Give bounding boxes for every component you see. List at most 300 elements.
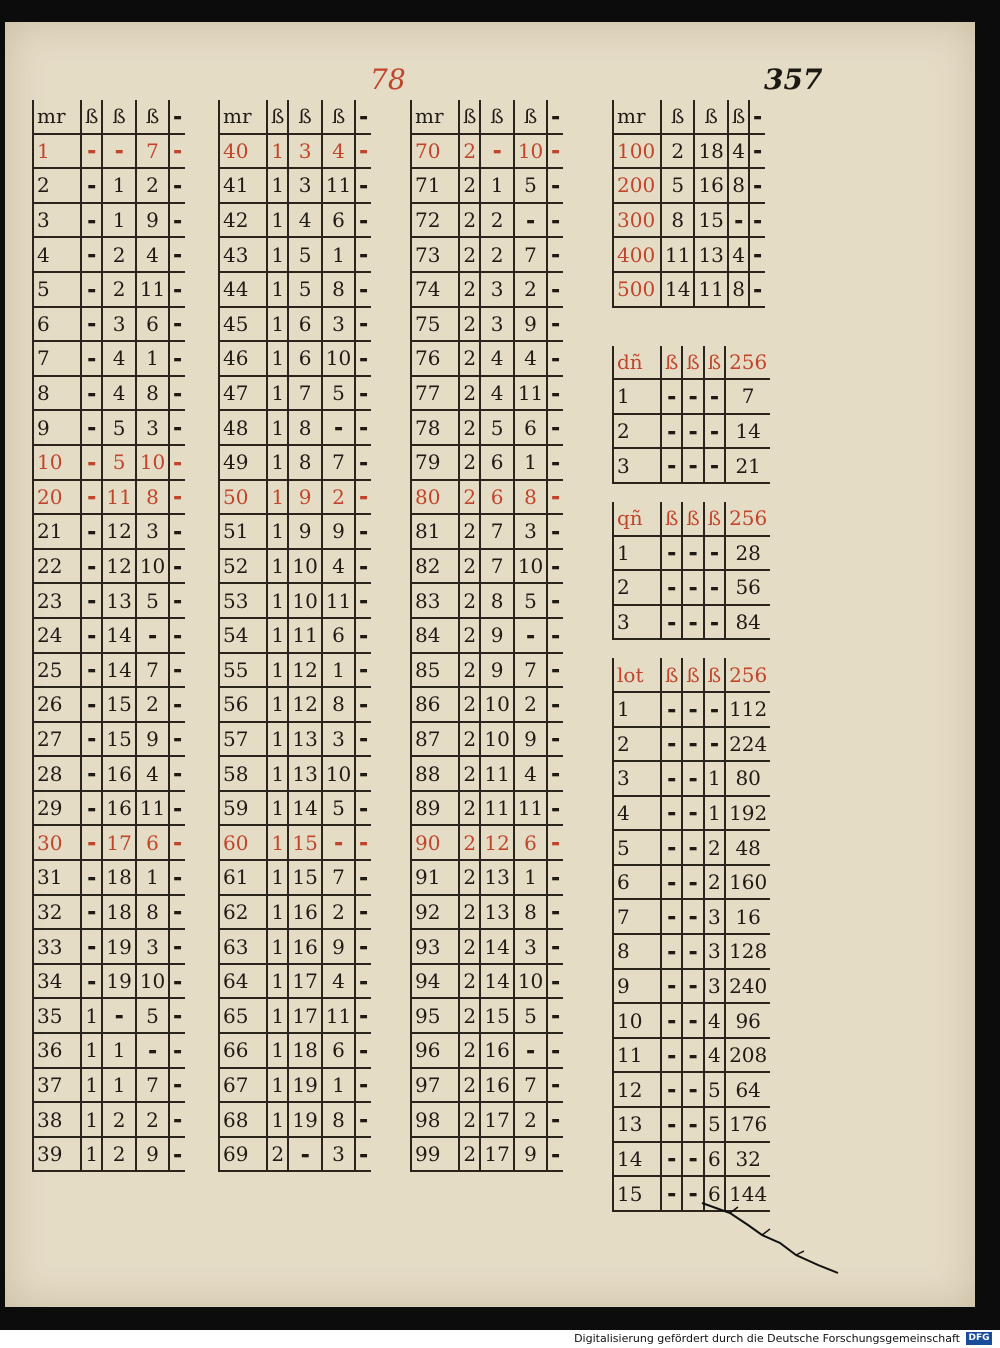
- ledger-row: [33, 618, 185, 653]
- ledger-cell: 9: [136, 1137, 169, 1172]
- ledger-cell: 1: [267, 203, 288, 238]
- ledger-cell: 9: [480, 653, 513, 688]
- ledger-cell: 2: [136, 168, 169, 203]
- ledger-cell: 1: [267, 341, 288, 376]
- ledger-cell: 4: [136, 237, 169, 272]
- ledger-row: [613, 570, 770, 605]
- ledger-cell: [169, 480, 185, 515]
- ledger-cell: 20: [33, 480, 81, 515]
- ledger-cell: 2: [136, 1102, 169, 1137]
- ledger-cell: 1: [267, 376, 288, 411]
- ledger-cell: [661, 830, 682, 865]
- ledger-cell: 6: [288, 341, 321, 376]
- ledger-cell: 10: [136, 549, 169, 584]
- ledger-cell: [682, 969, 703, 1004]
- ledger-cell: [704, 605, 725, 640]
- ledger-cell: 45: [219, 307, 267, 342]
- ledger-cell: 56: [219, 687, 267, 722]
- ledger-cell: 81: [411, 514, 459, 549]
- ledger-cell: 1: [136, 341, 169, 376]
- ledger-cell: 2: [33, 168, 81, 203]
- ledger-cell: 5: [136, 998, 169, 1033]
- ledger-cell: 1: [322, 237, 355, 272]
- ledger-cell: 6: [136, 825, 169, 860]
- ledger-cell: 14: [480, 964, 513, 999]
- ledger-cell: 2: [459, 549, 480, 584]
- ledger-cell: 3: [136, 929, 169, 964]
- ledger-cell: [661, 692, 682, 727]
- ledger-cell: [547, 410, 563, 445]
- ledger-cell: 1: [613, 536, 661, 571]
- ledger-cell: 160: [725, 865, 770, 900]
- ledger-cell: [682, 727, 703, 762]
- ledger-cell: 3: [322, 307, 355, 342]
- ledger-cell: 128: [725, 934, 770, 969]
- ledger-row: [613, 536, 770, 571]
- ledger-cell: lot: [613, 658, 661, 692]
- ledger-cell: 2: [459, 134, 480, 169]
- ledger-cell: 2: [613, 727, 661, 762]
- ledger-cell: 96: [725, 1003, 770, 1038]
- ledger-cell: 1: [102, 203, 135, 238]
- ledger-cell: 7: [322, 860, 355, 895]
- ledger-cell: [682, 865, 703, 900]
- ledger-cell: 1: [480, 168, 513, 203]
- ledger-cell: 2: [102, 237, 135, 272]
- ledger-cell: 72: [411, 203, 459, 238]
- ledger-cell: 57: [219, 722, 267, 757]
- ledger-cell: [547, 480, 563, 515]
- ledger-row: [33, 272, 185, 307]
- ledger-cell: 1: [267, 860, 288, 895]
- ledger-cell: 2: [459, 168, 480, 203]
- ledger-cell: [355, 756, 371, 791]
- ledger-row: [219, 653, 371, 688]
- ledger-row: [411, 168, 563, 203]
- ledger-row: [613, 865, 770, 900]
- ledger-row: [411, 860, 563, 895]
- ledger-cell: 16: [725, 899, 770, 934]
- ledger-cell: 2: [613, 414, 661, 449]
- ledger-row: [33, 410, 185, 445]
- ledger-cell: 176: [725, 1107, 770, 1142]
- ledger-cell: 17: [480, 1137, 513, 1172]
- ledger-cell: 2: [322, 480, 355, 515]
- ledger-cell: 3: [322, 1137, 355, 1172]
- ledger-table-4-section-3: [612, 658, 770, 1212]
- ledger-cell: 4: [728, 134, 749, 169]
- ledger-cell: 84: [411, 618, 459, 653]
- ledger-cell: [81, 860, 102, 895]
- ledger-cell: ß: [661, 502, 682, 536]
- ledger-cell: qñ: [613, 502, 661, 536]
- ledger-cell: 18: [694, 134, 727, 169]
- ledger-row: [411, 1137, 563, 1172]
- ledger-cell: 6: [480, 480, 513, 515]
- ledger-cell: 3: [102, 307, 135, 342]
- ledger-cell: 82: [411, 549, 459, 584]
- ledger-cell: [661, 605, 682, 640]
- ledger-cell: 10: [288, 583, 321, 618]
- ledger-row: [219, 1102, 371, 1137]
- ledger-cell: 1: [267, 998, 288, 1033]
- ledger-row: [33, 964, 185, 999]
- ledger-cell: 4: [322, 134, 355, 169]
- ledger-cell: 65: [219, 998, 267, 1033]
- ledger-cell: 2: [704, 830, 725, 865]
- footer-bar: [0, 1330, 1000, 1348]
- ledger-cell: [547, 549, 563, 584]
- ledger-cell: 47: [219, 376, 267, 411]
- ledger-cell: 200: [613, 168, 661, 203]
- ledger-cell: 7: [613, 899, 661, 934]
- ledger-cell: [547, 203, 563, 238]
- ledger-cell: mr: [613, 100, 661, 134]
- ledger-cell: 9: [514, 307, 547, 342]
- ledger-cell: 11: [514, 791, 547, 826]
- ledger-cell: [547, 514, 563, 549]
- ledger-cell: 10: [480, 722, 513, 757]
- ledger-header-row: [613, 502, 770, 536]
- ledger-cell: 8: [480, 583, 513, 618]
- ledger-cell: 192: [725, 796, 770, 831]
- ledger-cell: [81, 168, 102, 203]
- ledger-cell: 14: [613, 1142, 661, 1177]
- ledger-cell: 16: [694, 168, 727, 203]
- ledger-cell: ß: [694, 100, 727, 134]
- ledger-cell: [81, 583, 102, 618]
- ledger-cell: ß: [136, 100, 169, 134]
- ledger-cell: [81, 272, 102, 307]
- ledger-cell: 11: [102, 480, 135, 515]
- ledger-cell: 2: [459, 895, 480, 930]
- ledger-cell: 4: [288, 203, 321, 238]
- ledger-cell: [81, 203, 102, 238]
- ledger-cell: 112: [725, 692, 770, 727]
- ledger-cell: 4: [613, 796, 661, 831]
- ledger-cell: [547, 237, 563, 272]
- ledger-cell: 8: [136, 376, 169, 411]
- ledger-cell: 21: [33, 514, 81, 549]
- ledger-cell: [514, 1033, 547, 1068]
- footer-text: Digitalisierung gefördert durch die Deutsche Forschungsgemeinschaft: [574, 1332, 960, 1345]
- ledger-cell: 99: [411, 1137, 459, 1172]
- ledger-cell: 24: [33, 618, 81, 653]
- ledger-cell: 2: [459, 1033, 480, 1068]
- ledger-cell: 6: [322, 1033, 355, 1068]
- ledger-cell: [169, 514, 185, 549]
- ledger-cell: 10: [480, 687, 513, 722]
- ledger-cell: 92: [411, 895, 459, 930]
- ledger-cell: [704, 570, 725, 605]
- ledger-cell: [81, 134, 102, 169]
- ledger-cell: [547, 756, 563, 791]
- ledger-cell: ß: [102, 100, 135, 134]
- ledger-cell: 17: [480, 1102, 513, 1137]
- ledger-row: [411, 514, 563, 549]
- ledger-cell: [169, 1068, 185, 1103]
- ledger-cell: 7: [288, 376, 321, 411]
- ledger-cell: [169, 653, 185, 688]
- ledger-cell: 3: [136, 410, 169, 445]
- ledger-cell: [749, 272, 765, 307]
- ledger-cell: 7: [136, 134, 169, 169]
- ledger-cell: 29: [33, 791, 81, 826]
- ledger-cell: [682, 1072, 703, 1107]
- ledger-row: [613, 448, 770, 483]
- ledger-cell: 13: [694, 237, 727, 272]
- ledger-cell: 18: [102, 895, 135, 930]
- ledger-cell: 1: [267, 618, 288, 653]
- ledger-cell: [682, 761, 703, 796]
- ledger-cell: 4: [33, 237, 81, 272]
- ledger-cell: 1: [267, 687, 288, 722]
- ledger-cell: [81, 549, 102, 584]
- ledger-cell: 7: [136, 1068, 169, 1103]
- ledger-cell: 2: [480, 203, 513, 238]
- ledger-cell: [682, 1107, 703, 1142]
- ledger-cell: [547, 722, 563, 757]
- ledger-row: [411, 203, 563, 238]
- ledger-cell: 79: [411, 445, 459, 480]
- ledger-column-1: [32, 100, 185, 1172]
- ledger-cell: [547, 825, 563, 860]
- ledger-cell: 88: [411, 756, 459, 791]
- ledger-cell: ß: [704, 502, 725, 536]
- ledger-cell: ß: [459, 100, 480, 134]
- ledger-row: [411, 653, 563, 688]
- ledger-cell: 11: [613, 1038, 661, 1073]
- ledger-cell: [355, 860, 371, 895]
- ledger-cell: 19: [102, 964, 135, 999]
- ledger-row: [613, 830, 770, 865]
- ledger-cell: 7: [480, 549, 513, 584]
- ledger-cell: [355, 687, 371, 722]
- ledger-row: [33, 514, 185, 549]
- ledger-row: [219, 929, 371, 964]
- ledger-cell: ß: [728, 100, 749, 134]
- ledger-row: [33, 825, 185, 860]
- ledger-row: [411, 583, 563, 618]
- ledger-cell: 5: [704, 1072, 725, 1107]
- ledger-cell: ß: [682, 658, 703, 692]
- ledger-cell: 4: [728, 237, 749, 272]
- ledger-cell: 208: [725, 1038, 770, 1073]
- ledger-cell: [547, 583, 563, 618]
- ledger-cell: 5: [288, 237, 321, 272]
- ledger-cell: 86: [411, 687, 459, 722]
- ledger-table-4-top: [612, 100, 765, 308]
- ledger-row: [219, 860, 371, 895]
- ledger-cell: [547, 687, 563, 722]
- ledger-cell: 8: [288, 445, 321, 480]
- ledger-row: [613, 272, 765, 307]
- ledger-cell: [169, 203, 185, 238]
- ledger-cell: [355, 1033, 371, 1068]
- ledger-cell: 1: [267, 168, 288, 203]
- ledger-cell: 5: [136, 583, 169, 618]
- ledger-cell: 11: [322, 168, 355, 203]
- ledger-cell: 40: [219, 134, 267, 169]
- ledger-cell: [547, 307, 563, 342]
- ledger-row: [613, 727, 770, 762]
- ledger-cell: [169, 998, 185, 1033]
- ledger-cell: 2: [459, 410, 480, 445]
- ledger-cell: 11: [322, 998, 355, 1033]
- ledger-row: [33, 1102, 185, 1137]
- ledger-row: [411, 791, 563, 826]
- ledger-cell: [661, 536, 682, 571]
- page-number-left: 78: [370, 63, 406, 96]
- ledger-cell: [682, 379, 703, 414]
- ledger-cell: 48: [219, 410, 267, 445]
- ledger-cell: [355, 929, 371, 964]
- ledger-row: [219, 307, 371, 342]
- ledger-cell: 8: [136, 480, 169, 515]
- ledger-cell: 2: [459, 583, 480, 618]
- ledger-cell: 16: [480, 1033, 513, 1068]
- ledger-column-2: [218, 100, 371, 1172]
- ledger-cell: 19: [102, 929, 135, 964]
- ledger-cell: [355, 237, 371, 272]
- ledger-cell: 1: [102, 1068, 135, 1103]
- ledger-cell: 26: [33, 687, 81, 722]
- ledger-cell: 12: [102, 549, 135, 584]
- ledger-cell: 37: [33, 1068, 81, 1103]
- ledger-cell: 14: [661, 272, 694, 307]
- ledger-cell: 17: [288, 998, 321, 1033]
- ledger-cell: 11: [480, 791, 513, 826]
- ledger-cell: 87: [411, 722, 459, 757]
- ledger-cell: 10: [136, 964, 169, 999]
- ledger-cell: 9: [136, 203, 169, 238]
- ledger-header-row: [219, 100, 371, 134]
- ledger-row: [411, 237, 563, 272]
- ledger-cell: 9: [136, 722, 169, 757]
- ledger-row: [411, 929, 563, 964]
- ledger-cell: 2: [459, 756, 480, 791]
- ledger-cell: 1: [136, 860, 169, 895]
- ledger-cell: 1: [81, 998, 102, 1033]
- ledger-table-2: [218, 100, 371, 1172]
- ledger-cell: 6: [136, 307, 169, 342]
- ledger-cell: [547, 653, 563, 688]
- ledger-cell: 2: [459, 791, 480, 826]
- ledger-cell: [682, 570, 703, 605]
- ledger-row: [33, 168, 185, 203]
- ledger-cell: 3: [704, 934, 725, 969]
- ledger-cell: 2: [459, 272, 480, 307]
- ledger-cell: 35: [33, 998, 81, 1033]
- ledger-cell: 48: [725, 830, 770, 865]
- ledger-row: [219, 272, 371, 307]
- ledger-row: [613, 237, 765, 272]
- ledger-cell: 14: [480, 929, 513, 964]
- ledger-cell: 3: [322, 722, 355, 757]
- ledger-cell: 3: [704, 899, 725, 934]
- ledger-cell: 2: [459, 237, 480, 272]
- ledger-cell: 22: [33, 549, 81, 584]
- ledger-cell: 54: [219, 618, 267, 653]
- ledger-cell: 4: [514, 756, 547, 791]
- ledger-cell: 1: [322, 653, 355, 688]
- ledger-cell: 5: [288, 272, 321, 307]
- ledger-row: [411, 722, 563, 757]
- ledger-cell: 2: [459, 722, 480, 757]
- ledger-row: [33, 237, 185, 272]
- ledger-cell: ß: [661, 100, 694, 134]
- ledger-cell: [169, 341, 185, 376]
- ledger-cell: [355, 445, 371, 480]
- ledger-cell: 66: [219, 1033, 267, 1068]
- ledger-cell: [169, 549, 185, 584]
- ledger-cell: 31: [33, 860, 81, 895]
- ledger-row: [33, 998, 185, 1033]
- ledger-cell: [169, 756, 185, 791]
- ledger-cell: [749, 134, 765, 169]
- ledger-row: [613, 934, 770, 969]
- ledger-cell: [547, 998, 563, 1033]
- ledger-cell: 36: [33, 1033, 81, 1068]
- ledger-cell: 300: [613, 203, 661, 238]
- ledger-cell: ß: [682, 502, 703, 536]
- ledger-cell: 4: [704, 1003, 725, 1038]
- ledger-cell: [81, 964, 102, 999]
- ledger-cell: [169, 618, 185, 653]
- ledger-row: [219, 756, 371, 791]
- ledger-cell: 2: [459, 860, 480, 895]
- ledger-cell: [81, 722, 102, 757]
- ledger-cell: ß: [81, 100, 102, 134]
- ledger-cell: [81, 376, 102, 411]
- ledger-cell: [682, 1003, 703, 1038]
- ledger-cell: [355, 618, 371, 653]
- ledger-cell: [169, 376, 185, 411]
- ledger-cell: [169, 1033, 185, 1068]
- ledger-cell: 10: [288, 549, 321, 584]
- ledger-cell: 1: [81, 1068, 102, 1103]
- ledger-cell: 8: [322, 1102, 355, 1137]
- ledger-cell: [547, 376, 563, 411]
- ledger-cell: [169, 687, 185, 722]
- ledger-row: [219, 964, 371, 999]
- ledger-cell: 5: [322, 791, 355, 826]
- ledger-cell: 83: [411, 583, 459, 618]
- ledger-cell: 14: [725, 414, 770, 449]
- ledger-cell: 11: [514, 376, 547, 411]
- ledger-cell: 1: [102, 168, 135, 203]
- ledger-cell: 9: [322, 514, 355, 549]
- ledger-cell: 9: [613, 969, 661, 1004]
- ledger-row: [33, 341, 185, 376]
- ledger-cell: 11: [480, 756, 513, 791]
- ledger-cell: 7: [480, 514, 513, 549]
- ledger-cell: 2: [514, 272, 547, 307]
- ledger-cell: 1: [267, 653, 288, 688]
- ledger-cell: 10: [514, 549, 547, 584]
- ledger-column-3: [410, 100, 563, 1172]
- ledger-cell: 49: [219, 445, 267, 480]
- ledger-row: [411, 825, 563, 860]
- ledger-row: [411, 376, 563, 411]
- ledger-cell: [704, 536, 725, 571]
- ledger-cell: ß: [682, 346, 703, 380]
- ledger-cell: 93: [411, 929, 459, 964]
- ledger-cell: [704, 692, 725, 727]
- ledger-cell: 5: [514, 583, 547, 618]
- ledger-cell: [682, 536, 703, 571]
- ledger-cell: 32: [725, 1142, 770, 1177]
